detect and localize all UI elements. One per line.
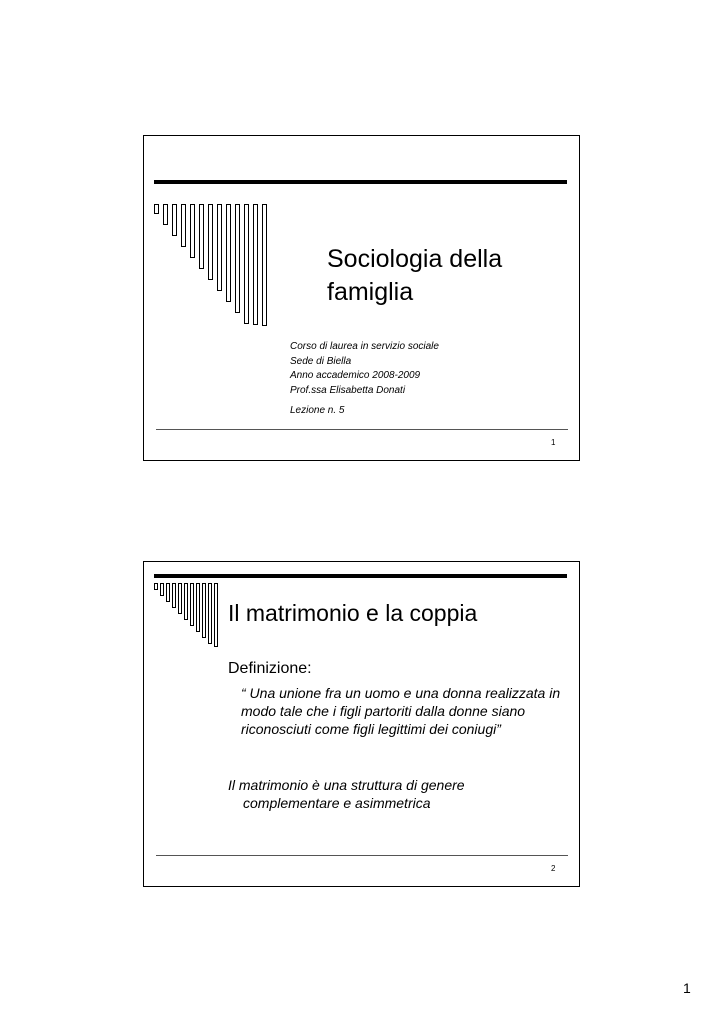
bar-decoration [144,136,284,336]
slide-2 [143,561,580,887]
info-professor: Prof.ssa Elisabetta Donati [290,384,406,396]
footer-divider [156,429,568,430]
conclusion-line-2: complementare e asimmetrica [243,795,431,811]
footer-divider [156,855,568,856]
title-line-2: famiglia [327,278,414,306]
definition-label: Definizione: [228,660,312,677]
title-line-1: Sociologia della [327,245,503,273]
info-course: Corso di laurea in servizio sociale [290,341,439,352]
course-info [290,340,439,419]
slide-1 [143,135,580,461]
info-lesson: Lezione n. 5 [290,405,345,416]
info-year: Anno accademico 2008-2009 [290,370,421,381]
slide-number: 1 [551,438,556,447]
definition-quote: “ Una unione fra un uomo e una donna realizzata in modo tale che i figli partoriti dalla donne siano riconosciuti come figli legittimi dei coniugi” [241,685,561,737]
slide-title: Il matrimonio e la coppia [228,600,478,626]
page-number: 1 [683,980,691,996]
conclusion-line-1: Il matrimonio è una struttura di genere [228,777,465,793]
info-location: Sede di Biella [290,355,352,367]
slide-title [327,243,557,309]
slide-number: 2 [551,864,556,873]
conclusion-text [228,776,558,812]
